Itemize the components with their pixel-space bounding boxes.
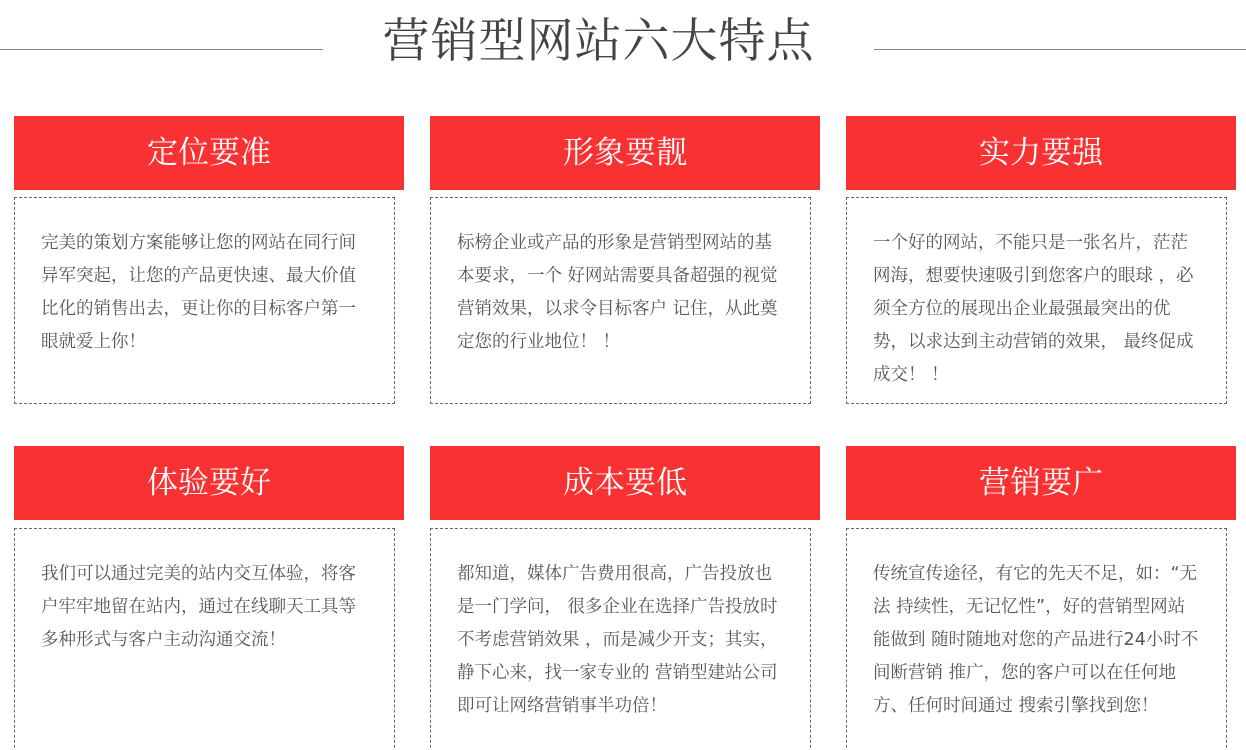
feature-card-title-marketing: 营销要广: [846, 446, 1236, 520]
page-title: 营销型网站六大特点: [382, 14, 815, 69]
feature-card-text: 完美的策划方案能够让您的网站在同行间异军突起，让您的产品更快速、最大价值比化的销售出去，更让你的目标客户第一眼就爱上你！: [41, 233, 356, 352]
feature-card-body-cost: [430, 528, 811, 750]
feature-card-title-positioning: 定位要准: [14, 116, 404, 190]
feature-card-title-image: 形象要靓: [430, 116, 820, 190]
feature-card-text: 标榜企业或产品的形象是营销型网站的基本要求，一个 好网站需要具备超强的视觉营销效果，以求令目标客户 记住，从此奠定您的行业地位！ ！: [457, 233, 778, 352]
section-header: [0, 0, 1246, 96]
feature-card-body-positioning: [14, 197, 395, 404]
feature-card-text: 一个好的网站，不能只是一张名片，茫茫网海，想要快速吸引到您客户的眼球 ，必须全方位的展现出企业最强最突出的优势，以求达到主动营销的效果， 最终促成成交！ ！: [873, 233, 1194, 385]
feature-card-text: 我们可以通过完美的站内交互体验，将客户牢牢地留在站内，通过在线聊天工具等多种形式与客户主动沟通交流！: [41, 564, 356, 650]
feature-card-body-strength: [846, 197, 1227, 404]
feature-card-title-experience: 体验要好: [14, 446, 404, 520]
header-divider-left: [0, 49, 323, 50]
feature-card-title-cost: 成本要低: [430, 446, 820, 520]
feature-card-title-strength: 实力要强: [846, 116, 1236, 190]
feature-card-body-image: [430, 197, 811, 404]
feature-card-text: 都知道，媒体广告费用很高，广告投放也是一门学问， 很多企业在选择广告投放时不考虑营销效果 ，而是减少开支；其实，静下心来，找一家专业的 营销型建站公司即可让网络营销事半功倍！: [457, 564, 778, 716]
header-divider-right: [874, 49, 1246, 50]
feature-card-body-experience: [14, 528, 395, 750]
feature-card-text: 传统宣传途径，有它的先天不足，如：“无法 持续性，无记忆性”，好的营销型网站能做到 随时随地对您的产品进行24小时不间断营销 推广，您的客户可以在任何地方、任何时间通过 搜索引擎找到您！: [873, 564, 1199, 716]
feature-card-body-marketing: [846, 528, 1227, 750]
